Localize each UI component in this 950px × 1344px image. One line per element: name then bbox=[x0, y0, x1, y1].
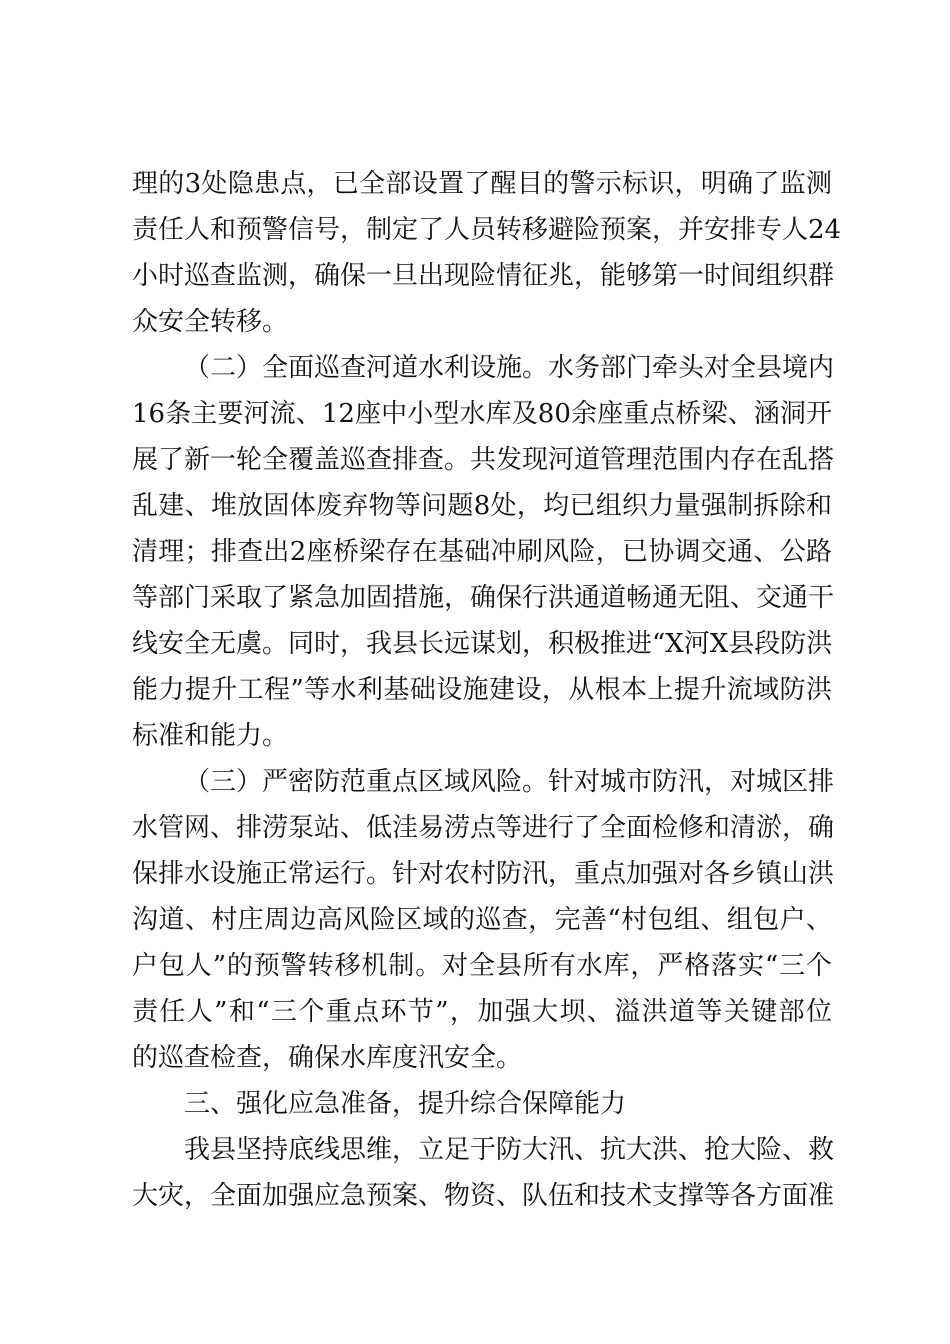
text-line: 理的3处隐患点，已全部设置了醒目的警示标识，明确了监测 bbox=[132, 169, 832, 199]
text-line: 众安全转移。 bbox=[132, 307, 289, 337]
text-line: 户包人”的预警转移机制。对全县所有水库，严格落实“三个 bbox=[132, 951, 832, 981]
text-line: 大灾，全面加强应急预案、物资、队伍和技术支撑等各方面准 bbox=[132, 1181, 835, 1211]
section-heading-2: （二）全面巡查河道水利设施。水务部门牵头对全县境内 bbox=[184, 353, 835, 383]
text-line: 能力提升工程”等水利基础设施建设，从根本上提升流域防洪 bbox=[132, 675, 832, 705]
text-line: 展了新一轮全覆盖巡查排查。共发现河道管理范围内存在乱搭 bbox=[132, 445, 835, 475]
text-line: 我县坚持底线思维，立足于防大汛、抗大洪、抢大险、救 bbox=[184, 1135, 835, 1165]
text-line: 清理；排查出2座桥梁存在基础冲刷风险，已协调交通、公路 bbox=[132, 537, 832, 567]
text-line: 乱建、堆放固体废弃物等问题8处，均已组织力量强制拆除和 bbox=[132, 491, 832, 521]
text-line: 等部门采取了紧急加固措施，确保行洪通道畅通无阻、交通干 bbox=[132, 583, 835, 613]
text-line: 保排水设施正常运行。针对农村防汛，重点加强对各乡镇山洪 bbox=[132, 859, 835, 889]
text-line: 的巡查检查，确保水库度汛安全。 bbox=[132, 1043, 523, 1073]
text-line: 水管网、排涝泵站、低洼易涝点等进行了全面检修和清淤，确 bbox=[132, 813, 835, 843]
text-line: 责任人”和“三个重点环节”，加强大坝、溢洪道等关键部位 bbox=[132, 997, 832, 1027]
text-line: 小时巡查监测，确保一旦出现险情征兆，能够第一时间组织群 bbox=[132, 261, 835, 291]
text-line: 线安全无虞。同时，我县长远谋划，积极推进“X河X县段防洪 bbox=[132, 629, 833, 659]
text-line: 沟道、村庄周边高风险区域的巡查，完善“村包组、组包户、 bbox=[132, 905, 832, 935]
section-heading-3: （三）严密防范重点区域风险。针对城市防汛，对城区排 bbox=[184, 767, 835, 797]
text-line: 责任人和预警信号，制定了人员转移避险预案，并安排专人24 bbox=[132, 215, 842, 245]
chapter-heading: 三、强化应急准备，提升综合保障能力 bbox=[184, 1089, 627, 1119]
text-line: 16条主要河流、12座中小型水库及80余座重点桥梁、涵洞开 bbox=[132, 399, 832, 429]
text-line: 标准和能力。 bbox=[132, 721, 289, 751]
